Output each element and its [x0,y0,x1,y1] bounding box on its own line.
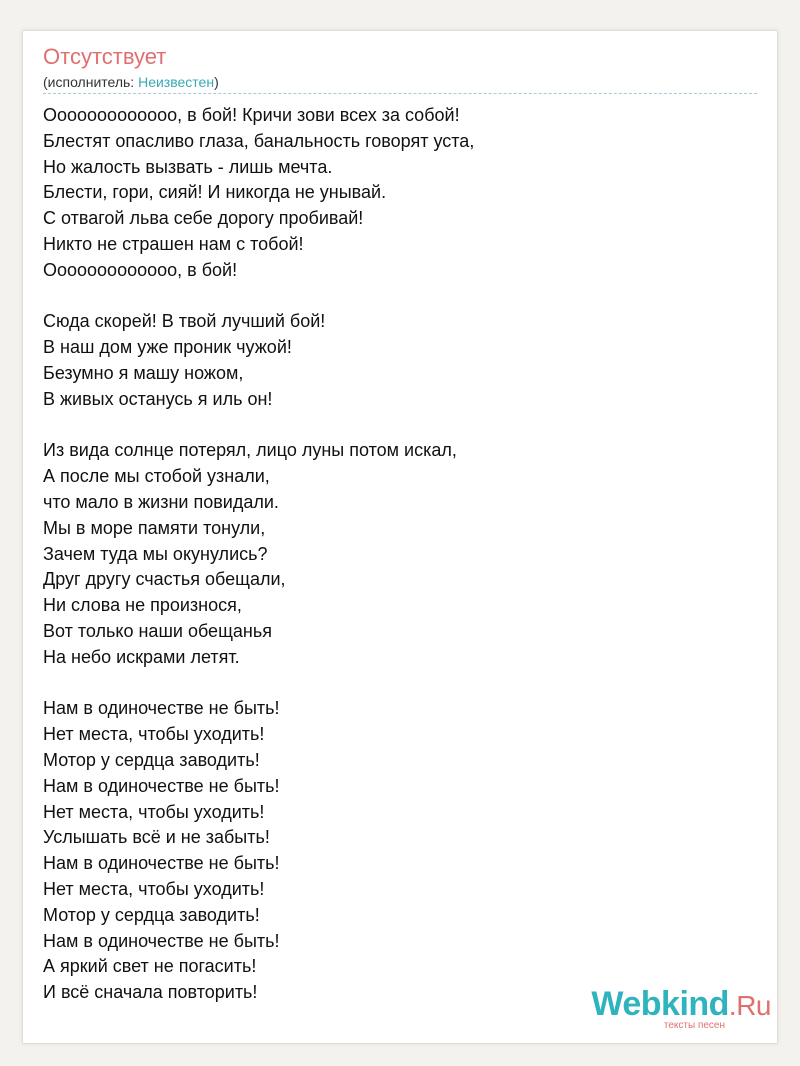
lyric-line: Услышать всё и не забыть! [43,827,270,848]
site-watermark [571,986,771,1031]
lyric-line: Но жалость вызвать - лишь мечта. [43,156,333,177]
lyrics-stanza [43,696,474,1006]
lyric-line: Сюда скорей! В твой лучший бой! [43,311,326,332]
lyric-line: Вот только наши обещанья [43,620,272,641]
lyric-line: Из вида солнце потерял, лицо луны потом искал, [43,440,457,461]
lyrics-stanza [43,103,474,284]
lyric-line: А после мы стобой узнали, [43,466,270,487]
lyric-line: Ооооооооооооо, в бой! Кричи зови всех за собой! [43,105,460,125]
artist-prefix: (исполнитель: [43,74,139,90]
lyric-line: Никто не страшен нам с тобой! [43,233,304,254]
lyric-line: Нет места, чтобы уходить! [43,724,265,745]
lyric-line: Мотор у сердца заводить! [43,904,260,925]
lyrics-stanza [43,438,474,670]
lyric-line: А яркий свет не погасить! [43,956,257,977]
lyric-line: Блестят опасливо глаза, банальность говорят уста, [43,130,475,151]
song-title: Отсутствует [43,44,167,69]
lyric-line: С отвагой льва себе дорогу пробивай! [43,208,364,229]
watermark-tld: .Ru [728,990,771,1021]
lyric-line: Нам в одиночестве не быть! [43,930,280,951]
lyric-line: Нам в одиночестве не быть! [43,775,280,796]
lyrics-card [22,30,778,1044]
artist-link[interactable]: Неизвестен [138,74,215,90]
lyric-line: что мало в жизни повидали. [43,491,279,512]
lyric-line: В живых останусь я иль он! [43,388,273,409]
lyrics-body [43,103,474,1006]
lyric-line: И всё сначала повторить! [43,982,258,1003]
artist-line [43,73,219,91]
lyrics-stanza [43,309,474,412]
lyric-line: Блести, гори, сияй! И никогда не унывай. [43,182,387,203]
watermark-brand: Webkind [591,985,729,1023]
watermark-tagline: тексты песен [663,1020,725,1031]
lyric-line: В наш дом уже проник чужой! [43,337,292,358]
lyric-line: Нам в одиночестве не быть! [43,698,280,719]
artist-suffix: ) [214,74,219,90]
lyric-line: Нет места, чтобы уходить! [43,801,265,822]
lyric-line: Мотор у сердца заводить! [43,749,260,770]
lyric-line: Мы в море памяти тонули, [43,517,266,538]
watermark-logo [571,986,771,1024]
lyric-line: Ооооооооооооо, в бой! [43,259,238,280]
lyric-line: Зачем туда мы окунулись? [43,543,268,564]
lyric-line: Нам в одиночестве не быть! [43,853,280,874]
lyric-line: На небо искрами летят. [43,646,240,667]
lyric-line: Друг другу счастья обещали, [43,569,286,590]
divider [43,93,757,94]
lyric-line: Нет места, чтобы уходить! [43,878,265,899]
lyric-line: Ни слова не произнося, [43,595,242,616]
lyric-line: Безумно я машу ножом, [43,362,244,383]
